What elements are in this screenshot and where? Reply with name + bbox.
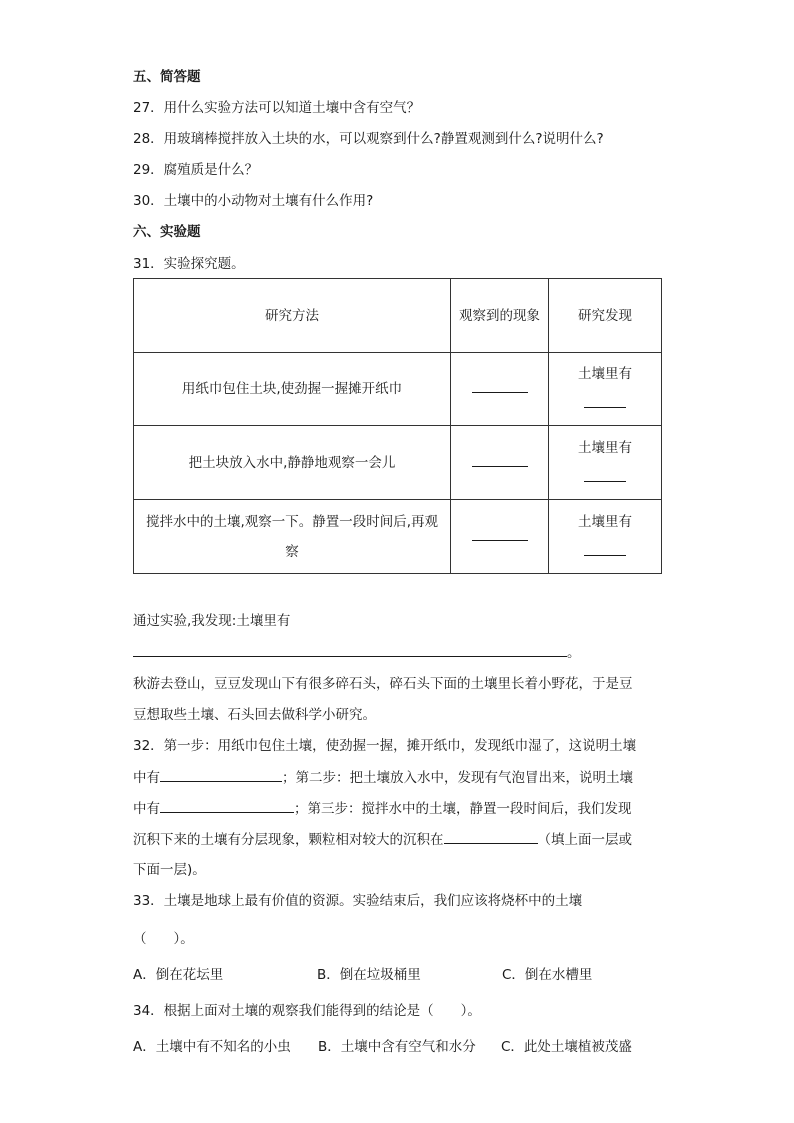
conclusion-text: 通过实验,我发现:土壤里有 bbox=[133, 613, 291, 629]
q34-option-a[interactable]: A．土壤中有不知名的小虫 bbox=[133, 1039, 291, 1055]
experiment-table bbox=[133, 278, 662, 574]
question-32-line-4 bbox=[133, 829, 632, 850]
story-line-2: 豆想取些土壤、石头回去做科学小研究。 bbox=[133, 707, 376, 723]
section-5-heading: 五、简答题 bbox=[133, 69, 201, 85]
q32-blank-3[interactable] bbox=[444, 829, 538, 844]
q34-option-c[interactable]: C．此处土壤植被茂盛 bbox=[501, 1039, 632, 1055]
q32-blank-1[interactable] bbox=[160, 767, 282, 782]
observation-blank[interactable] bbox=[472, 456, 528, 467]
observation-blank-cell[interactable] bbox=[451, 500, 549, 574]
question-29: 29．腐殖质是什么？ bbox=[133, 162, 259, 178]
method-cell: 把土块放入水中,静静地观察一会儿 bbox=[134, 426, 451, 500]
question-33-paren: （ ）。 bbox=[133, 931, 194, 947]
q32-blank-2[interactable] bbox=[160, 798, 294, 813]
finding-text: 土壤里有 bbox=[578, 366, 632, 382]
q32-text: ；第三步：搅拌水中的土壤，静置一段时间后，我们发现 bbox=[294, 801, 632, 817]
conclusion-blank[interactable] bbox=[133, 642, 567, 657]
finding-blank[interactable] bbox=[584, 397, 626, 408]
question-28: 28．用玻璃棒搅拌放入土块的水，可以观察到什么?静置观测到什么?说明什么? bbox=[133, 131, 604, 147]
table-row bbox=[134, 353, 662, 426]
observation-blank[interactable] bbox=[472, 530, 528, 541]
header-observation: 观察到的现象 bbox=[451, 279, 549, 353]
finding-cell[interactable] bbox=[549, 426, 662, 500]
finding-text: 土壤里有 bbox=[578, 439, 632, 456]
q33-option-a[interactable]: A．倒在花坛里 bbox=[133, 967, 224, 983]
question-30: 30．土壤中的小动物对土壤有什么作用? bbox=[133, 193, 374, 209]
table-row bbox=[134, 500, 662, 574]
question-33: 33．土壤是地球上最有价值的资源。实验结束后，我们应该将烧杯中的土壤 bbox=[133, 893, 583, 909]
q32-text: 中有 bbox=[133, 770, 160, 786]
question-34: 34．根据上面对土壤的观察我们能得到的结论是（ ）。 bbox=[133, 1003, 481, 1019]
question-27: 27．用什么实验方法可以知道土壤中含有空气？ bbox=[133, 100, 421, 116]
q34-option-b[interactable]: B．土壤中含有空气和水分 bbox=[318, 1039, 476, 1055]
finding-cell[interactable] bbox=[549, 500, 662, 574]
finding-text: 土壤里有 bbox=[578, 513, 632, 530]
question-32-line-5: 下面一层)。 bbox=[133, 862, 206, 878]
q32-text: ；第二步：把土壤放入水中，发现有气泡冒出来，说明土壤 bbox=[282, 770, 633, 786]
q32-text: 沉积下来的土壤有分层现象，颗粒相对较大的沉积在 bbox=[133, 832, 444, 848]
question-32-line-3 bbox=[133, 798, 632, 819]
finding-blank[interactable] bbox=[584, 545, 626, 556]
conclusion-answer-line[interactable] bbox=[133, 642, 581, 663]
q33-option-c[interactable]: C．倒在水槽里 bbox=[502, 967, 593, 983]
observation-blank-cell[interactable] bbox=[451, 353, 549, 426]
question-32-line-1: 32．第一步：用纸巾包住土壤，使劲握一握，摊开纸巾，发现纸巾湿了，这说明土壤 bbox=[133, 738, 637, 754]
q32-text: （填上面一层或 bbox=[537, 832, 632, 848]
table-row bbox=[134, 426, 662, 500]
story-line-1: 秋游去登山，豆豆发现山下有很多碎石头，碎石头下面的土壤里长着小野花，于是豆 bbox=[133, 676, 633, 692]
method-cell: 用纸巾包住土块,使劲握一握摊开纸巾 bbox=[134, 353, 451, 426]
question-31: 31．实验探究题。 bbox=[133, 256, 245, 272]
header-method: 研究方法 bbox=[134, 279, 451, 353]
finding-cell[interactable] bbox=[549, 353, 662, 426]
section-6-heading: 六、实验题 bbox=[133, 224, 201, 240]
finding-blank[interactable] bbox=[584, 471, 626, 482]
conclusion-end: 。 bbox=[567, 645, 581, 661]
q32-text: 中有 bbox=[133, 801, 160, 817]
q33-option-b[interactable]: B．倒在垃圾桶里 bbox=[317, 967, 421, 983]
observation-blank-cell[interactable] bbox=[451, 426, 549, 500]
question-32-line-2 bbox=[133, 767, 633, 788]
method-cell: 搅拌水中的土壤,观察一下。静置一段时间后,再观察 bbox=[134, 500, 451, 574]
observation-blank[interactable] bbox=[472, 382, 528, 393]
table-header-row bbox=[134, 279, 662, 353]
header-finding: 研究发现 bbox=[549, 279, 662, 353]
